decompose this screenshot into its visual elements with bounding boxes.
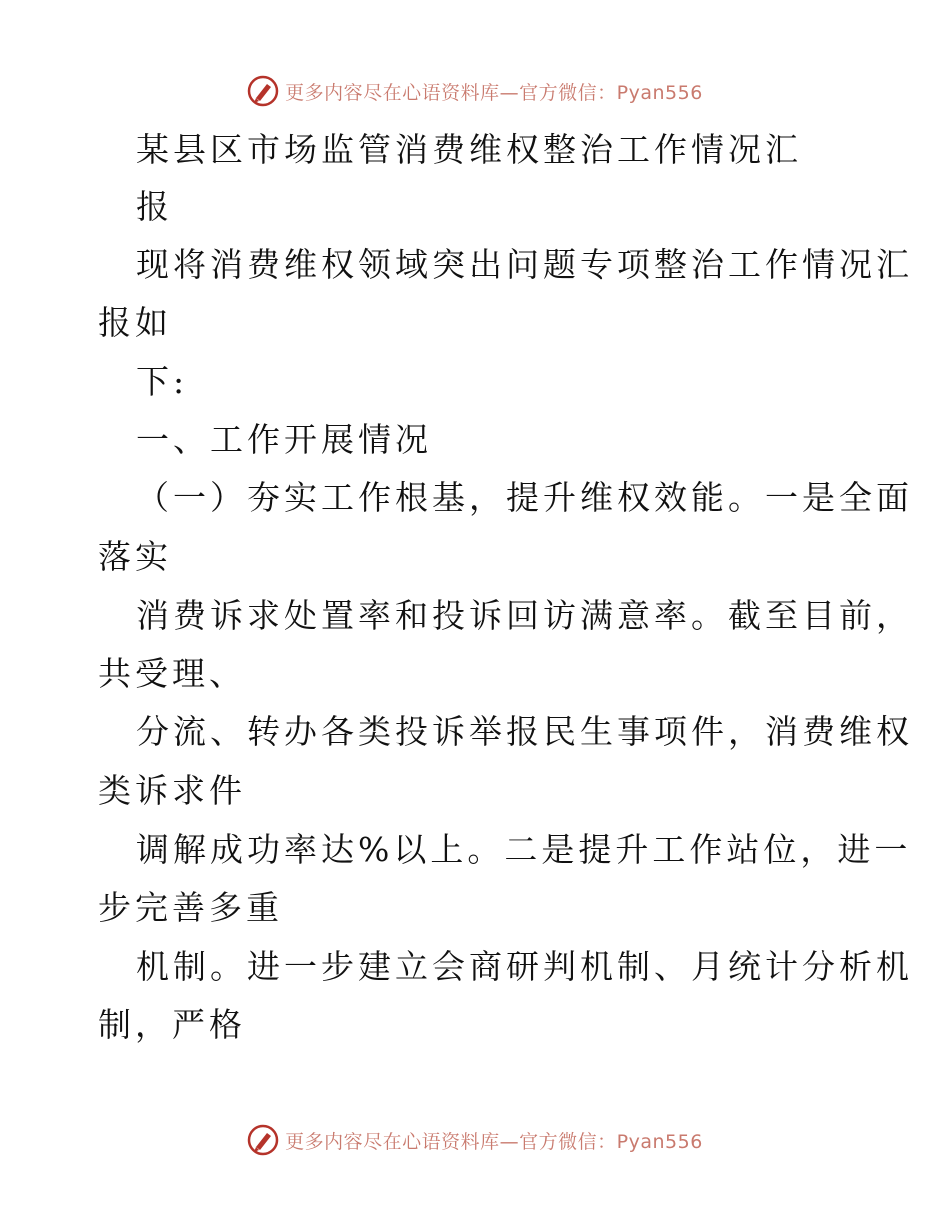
paragraph-line: 落实 [98,537,172,576]
pen-logo-icon [247,75,279,107]
paragraph-line: 机制。进一步建立会商研判机制、月统计分析机 [136,947,913,986]
header-watermark [0,71,950,111]
paragraph-line: 步完善多重 [98,888,283,927]
paragraph-line: 下: [136,362,189,401]
watermark-text: 更多内容尽在心语资料库—官方微信：Pyan556 [285,1130,703,1153]
paragraph-line: 共受理、 [98,654,246,693]
document-title-line-1: 某县区市场监管消费维权整治工作情况汇 [136,130,802,169]
pen-logo-icon [247,1124,279,1156]
paragraph-line: （一）夯实工作根基，提升维权效能。一是全面 [136,478,913,517]
paragraph-line: 调解成功率达%以上。二是提升工作站位，进一 [136,830,912,869]
paragraph-line: 消费诉求处置率和投诉回访满意率。截至目前， [136,596,913,635]
paragraph-line: 现将消费维权领域突出问题专项整治工作情况汇 [136,245,913,284]
watermark-text: 更多内容尽在心语资料库—官方微信：Pyan556 [285,81,703,104]
footer-watermark [0,1120,950,1160]
section-heading: 一、工作开展情况 [136,420,432,459]
paragraph-line: 制，严格 [98,1005,246,1044]
paragraph-line: 报如 [98,303,172,342]
paragraph-line: 类诉求件 [98,771,246,810]
document-title-line-2: 报 [136,187,173,226]
paragraph-line: 分流、转办各类投诉举报民生事项件，消费维权 [136,712,913,751]
